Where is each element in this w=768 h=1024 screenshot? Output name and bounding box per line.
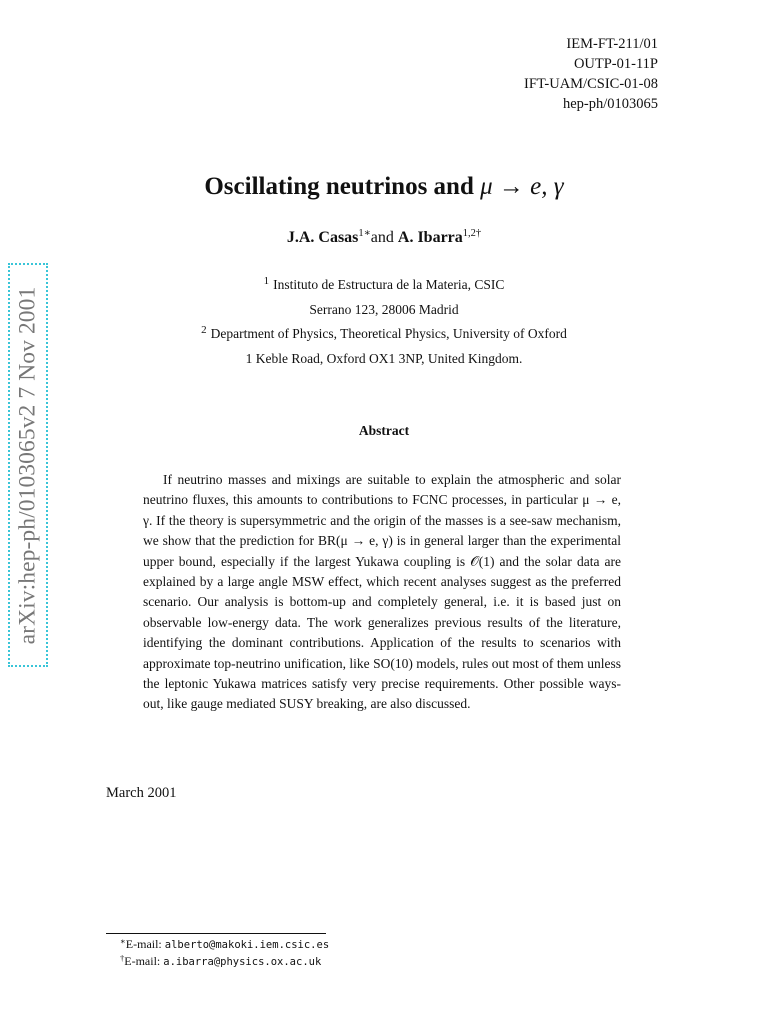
title-math-arrow: → — [498, 173, 524, 200]
affiliation-text: Instituto de Estructura de la Materia, CSIC — [273, 277, 505, 292]
author-name: J.A. Casas — [286, 229, 359, 246]
report-number: hep-ph/0103065 — [562, 96, 658, 112]
footnote-mark: ∗ — [120, 936, 126, 946]
abstract-body: If neutrino masses and mixings are suitable to explain the atmospheric and solar neutrino fluxes, this amounts to contributions to FCNC processes, in particular μ → e, γ. If the theory is supersymmetric and the origin of the masses is a see-saw mechanism, we show that the prediction for BR(μ → e, γ) is in general larger than the experimental upper bound, especially if the largest Yukawa coupling is 𝒪(1) and the solar data are explained by a large angle MSW effect, which recent analyses suggest as the preferred scenario. Our analysis is bottom-up and completely general, i.e. it is based just on observable low-energy data. The work generalizes previous results of the literature, identifying the dominant contributions. Application of the results to scenarios with approximate top-neutrino unification, like SO(10) models, rules out most of them unless the leptonic Yukawa matrices satisfy very precise requirements. Other possible ways-out, like gauge mediated SUSY breaking, are also discussed. — [143, 472, 621, 712]
author-name: A. Ibarra — [397, 229, 463, 246]
email-link[interactable]: alberto@makoki.iem.csic.es — [164, 939, 330, 951]
affiliation-address: Serrano 123, 28006 Madrid — [309, 301, 459, 317]
email-link[interactable]: a.ibarra@physics.ox.ac.uk — [163, 955, 322, 968]
report-number: IFT-UAM/CSIC-01-08 — [523, 76, 658, 92]
affiliation-line — [0, 322, 768, 347]
paper-title — [0, 173, 768, 201]
footnote-label: E-mail: — [125, 937, 162, 951]
abstract-heading: Abstract — [358, 423, 410, 438]
report-number: OUTP-01-11P — [573, 56, 658, 72]
date: March 2001 — [106, 785, 177, 801]
report-numbers — [524, 34, 658, 114]
affiliation-line — [0, 273, 768, 298]
author-mark: 1,2† — [462, 228, 482, 239]
footnote-divider — [106, 933, 326, 934]
title-text: Oscillating neutrinos and — [204, 173, 474, 200]
affiliations — [0, 273, 768, 371]
affiliation-text: Department of Physics, Theoretical Physics, University of Oxford — [210, 326, 567, 341]
report-number: IEM-FT-211/01 — [566, 36, 658, 52]
author-connector: and — [370, 229, 394, 246]
footnote-mark: † — [120, 952, 125, 963]
author-mark: 1∗ — [358, 228, 371, 239]
footnote-label: E-mail: — [124, 953, 161, 968]
title-math-mu: μ — [480, 173, 493, 200]
title-math-rest: e, γ — [530, 173, 564, 200]
affiliation-mark: 2 — [201, 324, 207, 336]
affiliation-mark: 1 — [263, 275, 270, 287]
footnote-item — [120, 937, 329, 954]
footnotes — [120, 937, 329, 970]
affiliation-address: 1 Keble Road, Oxford OX1 3NP, United Kingdom. — [245, 350, 523, 366]
footnote-item — [120, 954, 329, 971]
arxiv-stamp-text: arXiv:hep-ph/0103065v2 7 Nov 2001 — [14, 286, 41, 644]
author-list — [0, 229, 768, 247]
